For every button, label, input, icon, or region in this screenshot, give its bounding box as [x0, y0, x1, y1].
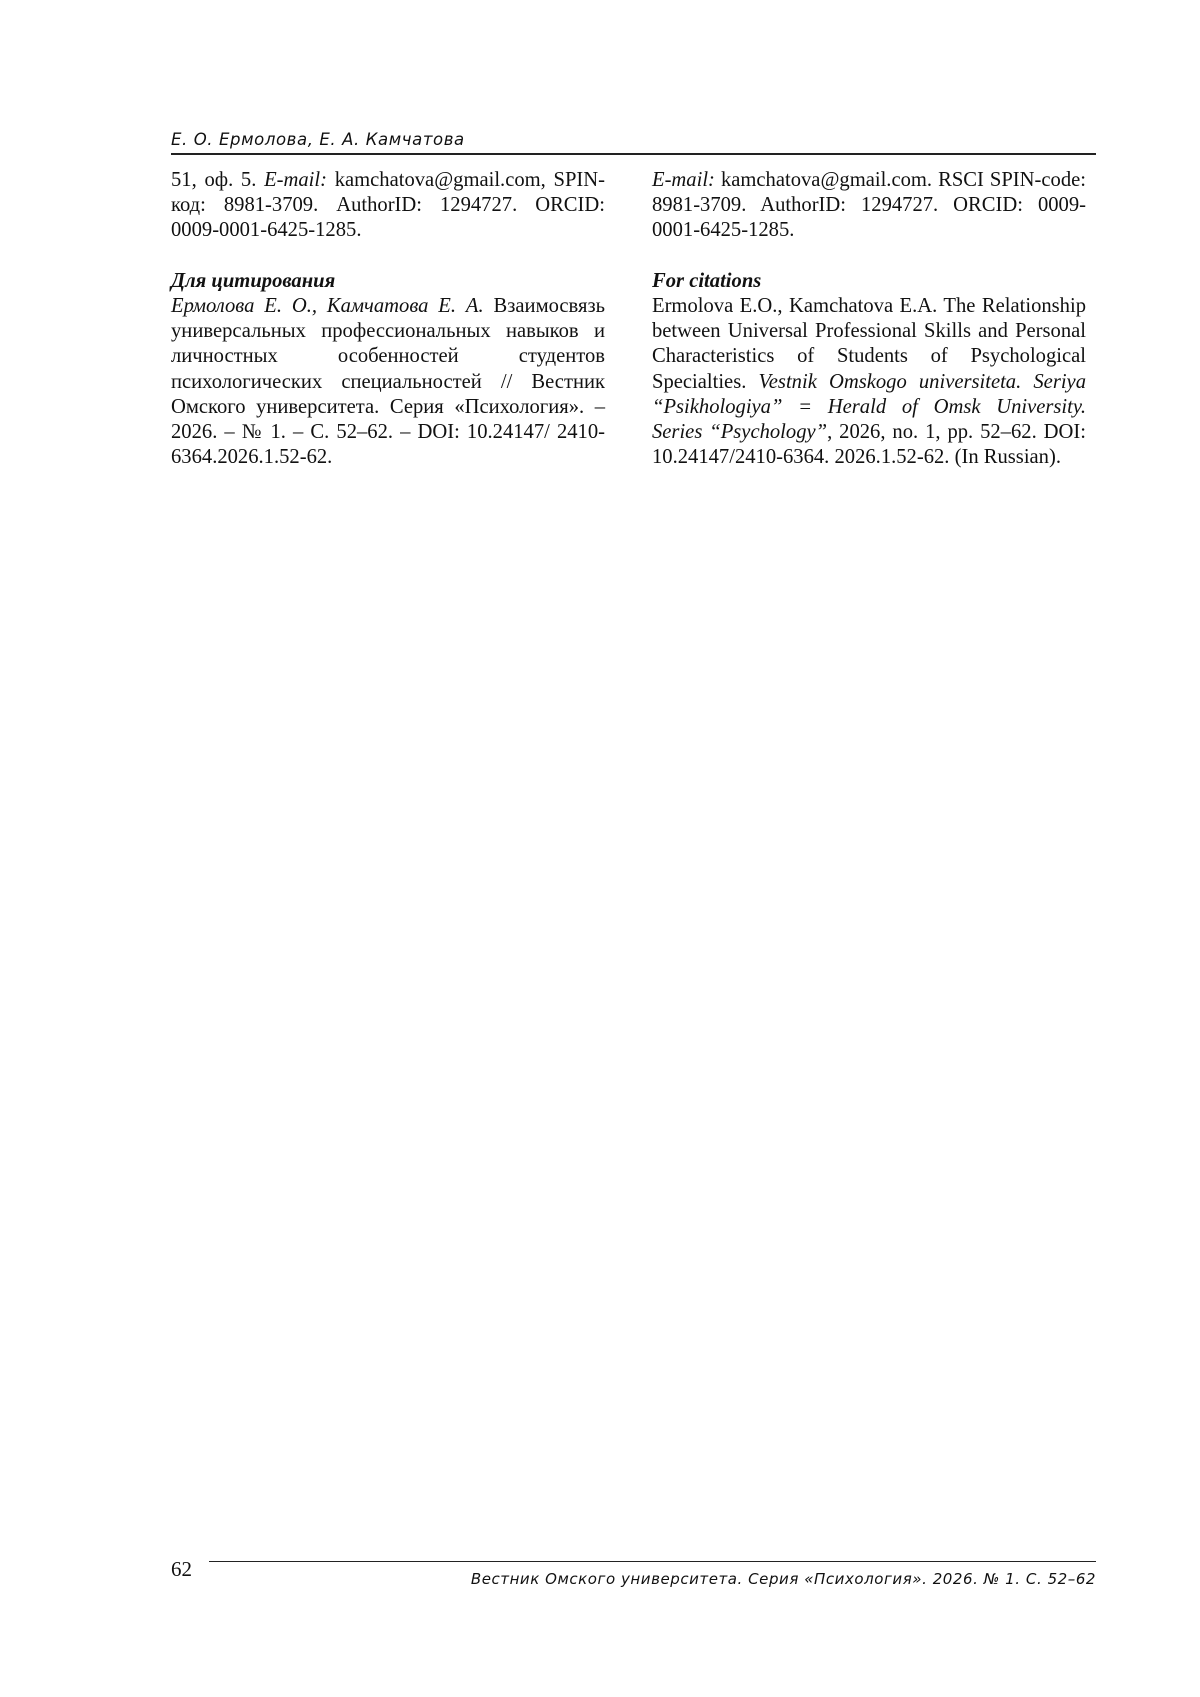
citation-text-ru: [171, 294, 605, 470]
contact-prefix: 51, оф. 5.: [171, 169, 265, 191]
paragraph-gap: [652, 244, 1086, 269]
citation-title-en: For citations: [652, 269, 762, 292]
citation-body: Ermolova E.O., Kamchatova E.A. The Relationship between Universal Professional Skills and Personal Characteristics of Students of Psychological Specialties.: [652, 295, 1086, 393]
citation-text-en: [652, 294, 1086, 470]
citation-tail: , 2026, no. 1, pp. 52–62. DOI: 10.24147/2410-6364. 2026.1.52-62. (In Russian).: [652, 421, 1087, 469]
header-rule: [171, 153, 1096, 155]
citation-journal: Vestnik Omskogo universiteta. Seriya “Psikhologiya” = Herald of Omsk University. Series “Psychology”: [652, 370, 1086, 444]
right-column: [652, 168, 1086, 470]
contact-details: kamchatova@gmail.com, SPIN-код: 8981-3709. AuthorID: 1294727. ORCID: 0009-0001-6425-1285.: [171, 169, 605, 242]
running-title: Е. О. Ермолова, Е. А. Камчатова: [171, 130, 465, 149]
author-contact-en: [652, 168, 1086, 244]
email-label: E-mail:: [652, 169, 715, 191]
contact-details: kamchatova@gmail.com. RSCI SPIN-code: 8981-3709. AuthorID: 1294727. ORCID: 0009-0001-6425-1285.: [652, 169, 1086, 242]
left-column: [171, 168, 605, 470]
footer-journal-line: Вестник Омского университета. Серия «Психология». 2026. № 1. С. 52–62: [470, 1570, 1096, 1588]
paragraph-gap: [171, 244, 605, 269]
footer-rule: [209, 1561, 1096, 1562]
citation-title-ru: Для цитирования: [171, 269, 336, 292]
page-number: 62: [171, 1557, 192, 1581]
email-label: E-mail:: [264, 169, 327, 191]
citation-body: Взаимосвязь универсальных профессиональных навыков и личностных особенностей студентов психологических специальностей // Вестник Омского университета. Серия «Психология». – 2026. – № 1. – С. 52–62. – DOI: 10.24147/ 2410-6364.2026.1.52-62.: [171, 295, 605, 469]
author-contact-ru: [171, 168, 605, 244]
citation-authors: Ермолова Е. О., Камчатова Е. А.: [171, 295, 484, 317]
